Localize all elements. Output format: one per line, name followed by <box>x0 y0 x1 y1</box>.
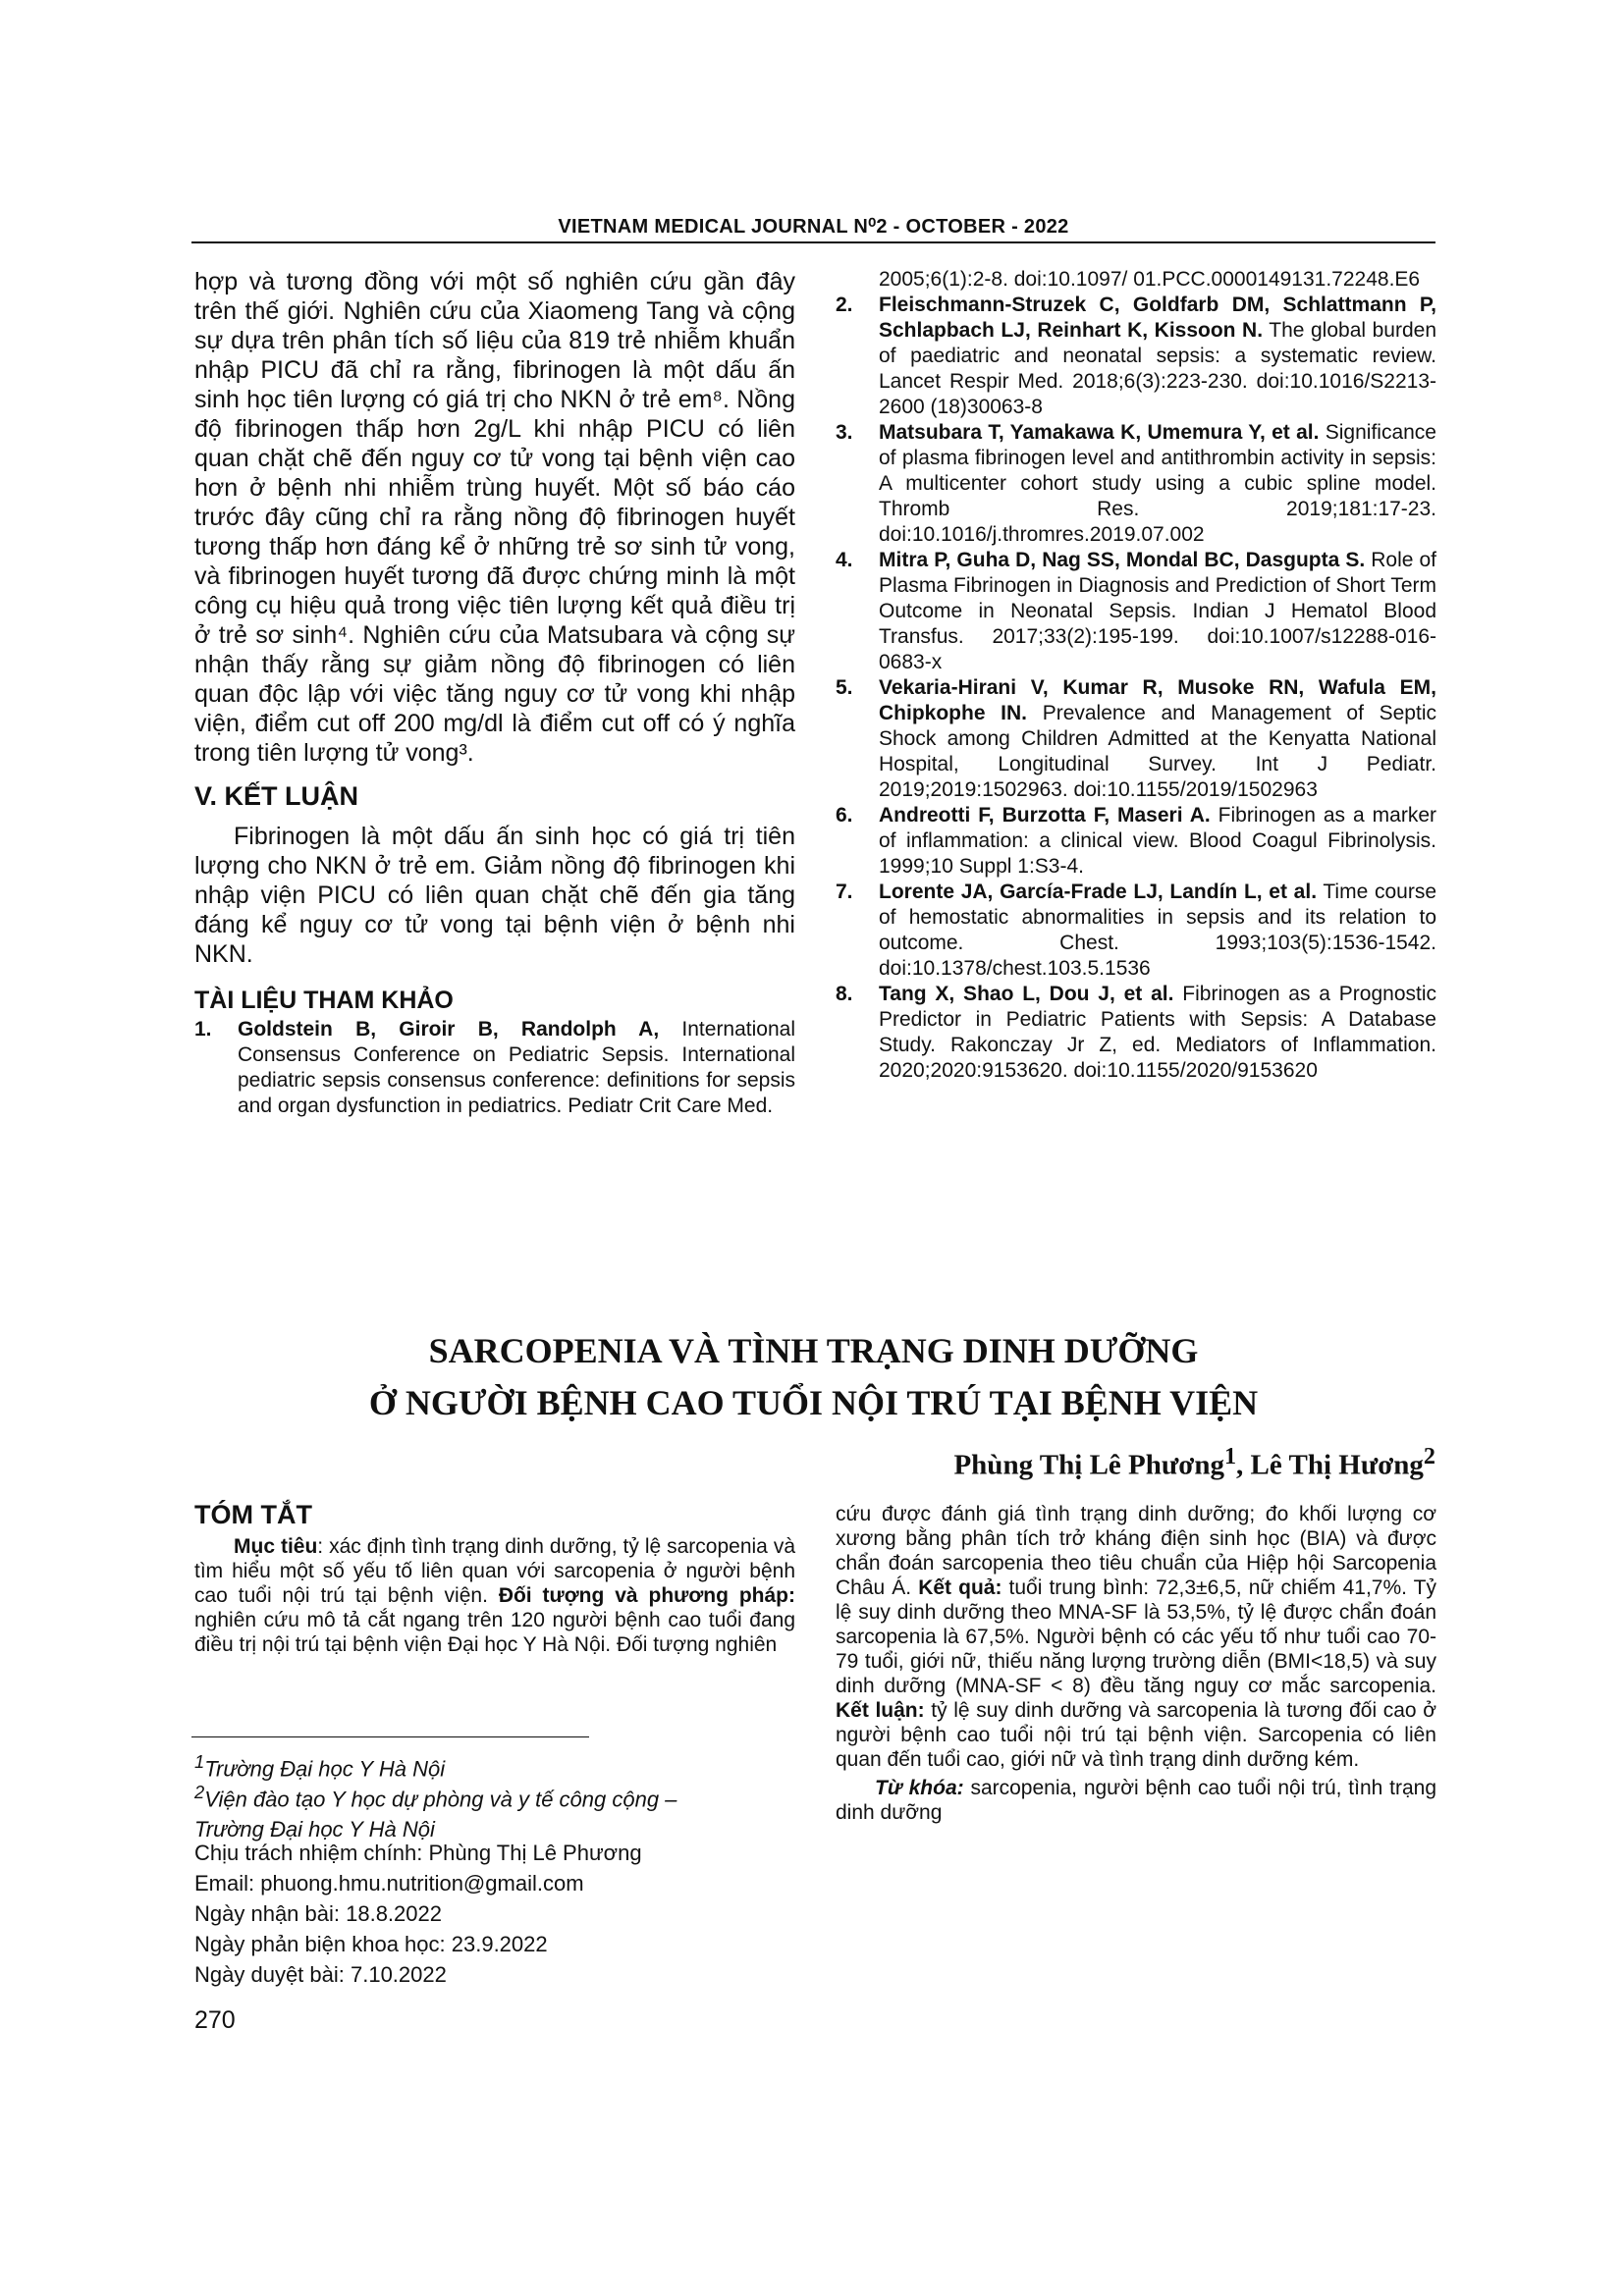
author-affiliation-mark: 2 <box>1423 1443 1435 1469</box>
reference-text: 2005;6(1):2-8. doi:10.1097/ 01.PCC.0000149131.72248.E6 <box>879 268 1421 291</box>
reference-text: The global burden of paediatric and neonatal sepsis: a systematic review. Lancet Respir Med. 2018;6(3):223-230. doi:10.1016/S2213-2600 (18)30063-8 <box>879 319 1437 418</box>
article-title-line-1: SARCOPENIA VÀ TÌNH TRẠNG DINH DƯỠNG <box>428 1331 1199 1370</box>
date-received: Ngày nhận bài: 18.8.2022 <box>194 1901 442 1926</box>
reference-continuation <box>836 267 1436 293</box>
abstract-label-methods: Đối tượng và phương pháp: <box>498 1584 795 1607</box>
abstract-conclusion: tỷ lệ suy dinh dưỡng và sarcopenia là tương đối cao ở người bệnh cao tuổi nội trú tại bệnh viện. Sarcopenia có liên quan đến tuổi cao, giới nữ và tình trạng dinh dưỡng kém. <box>836 1699 1437 1771</box>
reference-text: Fibrinogen as a Prognostic Predictor in Pediatric Patients with Sepsis: A Database Study. Rakonczay Jr Z, ed. Mediators of Inflammation. 2020;2020:9153620. doi:10.1155/2020/9153620 <box>879 983 1437 1082</box>
reference-item <box>194 1017 795 1119</box>
contact-email: Email: phuong.hmu.nutrition@gmail.com <box>194 1871 584 1896</box>
right-column <box>836 267 1436 1084</box>
reference-authors: Fleischmann-Struzek C, Goldfarb DM, Schlattmann P, Schlapbach LJ, Reinhart K, Kissoon N. <box>879 294 1436 342</box>
header-rule <box>191 241 1435 243</box>
affiliation-mark: 1 <box>194 1751 205 1772</box>
discussion-paragraph: hợp và tương đồng với một số nghiên cứu gần đây trên thế giới. Nghiên cứu của Xiaomeng Tang và cộng sự dựa trên phân tích số liệu của 819 trẻ nhiễm khuẩn nhập PICU đã chỉ ra rằng, fibrinogen là một dấu ấn sinh học tiên lượng có giá trị cho NKN ở trẻ em⁸. Nồng độ fibrinogen thấp hơn 2g/L khi nhập PICU có liên quan chặt chẽ đến nguy cơ tử vong tại bệnh viện cao hơn ở bệnh nhi nhiễm trùng huyết. Một số báo cáo trước đây cũng chỉ ra rằng nồng độ fibrinogen huyết tương thấp hơn đáng kể ở những trẻ sơ sinh tử vong, và fibrinogen huyết tương đã được chứng minh là một công cụ hiệu quả trong việc tiên lượng kết quả điều trị ở trẻ sơ sinh⁴. Nghiên cứu của Matsubara và cộng sự nhận thấy rằng sự giảm nồng độ fibrinogen có liên quan độc lập với việc tăng nguy cơ tử vong khi nhập viện, điểm cut off 200 mg/dl là điểm cut off có ý nghĩa trong tiên lượng tử vong³. <box>194 268 795 767</box>
article-title-line-2: Ở NGƯỜI BỆNH CAO TUỔI NỘI TRÚ TẠI BỆNH VIỆN <box>368 1383 1259 1422</box>
reference-number: 4. <box>836 549 853 571</box>
reference-text: International Consensus Conference on Pediatric Sepsis. International pediatric sepsis consensus conference: definitions for sepsis and organ dysfunction in pediatrics. Pediatr Crit Care Med. <box>238 1018 795 1117</box>
affiliation-text: Viện đào tạo Y học dự phòng và y tế công cộng – Trường Đại học Y Hà Nội <box>194 1787 677 1842</box>
reference-number: 1. <box>194 1018 212 1041</box>
journal-header: VIETNAM MEDICAL JOURNAL N⁰2 - OCTOBER - 2022 <box>558 216 1069 238</box>
reference-authors: Andreotti F, Burzotta F, Maseri A. <box>879 804 1211 827</box>
abstract-right <box>836 1502 1436 1825</box>
reference-text: Significance of plasma fibrinogen level and antithrombin activity in sepsis: A multicenter cohort study using a cubic spline model. Thromb Res. 2019;181:17-23. doi:10.1016/j.thromres.2019.07.002 <box>879 421 1436 546</box>
abstract-text <box>194 1534 795 1657</box>
reference-item <box>836 293 1436 420</box>
abstract-label-results: Kết quả: <box>918 1576 1002 1599</box>
abstract-heading: TÓM TẮT <box>194 1500 312 1529</box>
keywords-label: Từ khóa: <box>875 1777 964 1799</box>
reference-text: Fibrinogen as a marker of inflammation: a clinical view. Blood Coagul Fibrinolysis. 1999;10 Suppl 1:S3-4. <box>879 804 1436 878</box>
reference-authors: Lorente JA, García-Frade LJ, Landín L, et al. <box>879 881 1318 903</box>
reference-authors: Tang X, Shao L, Dou J, et al. <box>879 983 1174 1005</box>
reference-item <box>836 420 1436 548</box>
abstract-label-conclusion: Kết luận: <box>836 1699 925 1722</box>
affiliation-mark: 2 <box>194 1782 205 1802</box>
article-authors <box>953 1443 1435 1482</box>
left-column <box>194 267 795 1119</box>
reference-item <box>836 982 1436 1084</box>
reference-number: 6. <box>836 804 853 827</box>
affiliation-text: Trường Đại học Y Hà Nội <box>204 1756 446 1782</box>
reference-number: 2. <box>836 294 853 316</box>
reference-authors: Goldstein B, Giroir B, Randolph A, <box>238 1018 660 1041</box>
author-name: Phùng Thị Lê Phương <box>953 1449 1224 1481</box>
abstract-left <box>194 1500 795 1657</box>
abstract-label-objective: Mục tiêu <box>234 1535 318 1558</box>
responsible-author: Chịu trách nhiệm chính: Phùng Thị Lê Phương <box>194 1841 642 1865</box>
date-accepted: Ngày duyệt bài: 7.10.2022 <box>194 1962 447 1987</box>
conclusion-paragraph: Fibrinogen là một dấu ấn sinh học có giá trị tiên lượng cho NKN ở trẻ em. Giảm nồng độ fibrinogen khi nhập viện PICU có liên quan chặt chẽ đến gia tăng đáng kể nguy cơ tử vong tại bệnh viện ở bệnh nhi NKN. <box>194 823 795 968</box>
reference-item <box>836 675 1436 803</box>
reference-item <box>836 880 1436 982</box>
reference-text: Time course of hemostatic abnormalities in sepsis and its relation to outcome. Chest. 1993;103(5):1536-1542. doi:10.1378/chest.103.5.1536 <box>879 881 1436 980</box>
abstract-methods: nghiên cứu mô tả cắt ngang trên 120 người bệnh cao tuổi đang điều trị nội trú tại bệnh viện Đại học Y Hà Nội. Đối tượng nghiên <box>194 1609 795 1656</box>
abstract-objective: : xác định tình trạng dinh dưỡng, tỷ lệ sarcopenia và tìm hiểu một số yếu tố liên quan với sarcopenia ở người bệnh cao tuổi nội trú tại bệnh viện. <box>194 1535 795 1607</box>
affiliation-2 <box>194 1777 744 1844</box>
reference-authors: Vekaria-Hirani V, Kumar R, Musoke RN, Wafula EM, Chipkophe IN. <box>879 676 1436 724</box>
abstract-results: tuổi trung bình: 72,3±6,5, nữ chiếm 41,7%. Tỷ lệ suy dinh dưỡng theo MNA-SF là 53,5%, tỷ lệ được chẩn đoán sarcopenia là 67,5%. Người bệnh có các yếu tố như tuổi cao 70-79 tuổi, giới nữ, thiếu năng lượng trường diễn (BMI<18,5) và suy dinh dưỡng (MNA-SF < 8) đều tăng nguy cơ mắc sarcopenia. <box>836 1576 1436 1697</box>
reference-authors: Matsubara T, Yamakawa K, Umemura Y, et al. <box>879 421 1320 444</box>
author-separator: , <box>1236 1449 1251 1481</box>
section-heading-conclusion: V. KẾT LUẬN <box>194 781 359 811</box>
abstract-methods-cont: cứu được đánh giá tình trạng dinh dưỡng; đo khối lượng cơ xương bằng phân tích trở kháng điện sinh học (BIA) và được chẩn đoán sarcopenia theo tiêu chuẩn của Hiệp hội Sarcopenia Châu Á. <box>836 1503 1436 1599</box>
date-reviewed: Ngày phản biện khoa học: 23.9.2022 <box>194 1932 548 1956</box>
references-heading: TÀI LIỆU THAM KHẢO <box>194 987 454 1014</box>
keywords-text: sarcopenia, người bệnh cao tuổi nội trú, tình trạng dinh dưỡng <box>836 1777 1436 1824</box>
reference-item <box>836 803 1436 880</box>
author-name: Lê Thị Hương <box>1250 1449 1424 1481</box>
author-affiliation-mark: 1 <box>1223 1443 1237 1469</box>
abstract-text-continued <box>836 1502 1436 1772</box>
reference-text: Prevalence and Management of Septic Shock among Children Admitted at the Kenyatta National Hospital, Longitudinal Survey. Int J Pediatr. 2019;2019:1502963. doi:10.1155/2019/1502963 <box>879 702 1436 801</box>
reference-authors: Mitra P, Guha D, Nag SS, Mondal BC, Dasgupta S. <box>879 549 1366 571</box>
reference-number: 3. <box>836 421 853 444</box>
footnote-rule <box>191 1736 589 1737</box>
keywords <box>836 1776 1436 1825</box>
reference-number: 8. <box>836 983 853 1005</box>
reference-number: 7. <box>836 881 853 903</box>
reference-number: 5. <box>836 676 853 699</box>
reference-item <box>836 548 1436 675</box>
page-number: 270 <box>194 2006 236 2034</box>
reference-text: Role of Plasma Fibrinogen in Diagnosis and Prediction of Short Term Outcome in Neonatal Sepsis. Indian J Hematol Blood Transfus. 2017;33(2):195-199. doi:10.1007/s12288-016-0683-x <box>879 549 1437 673</box>
